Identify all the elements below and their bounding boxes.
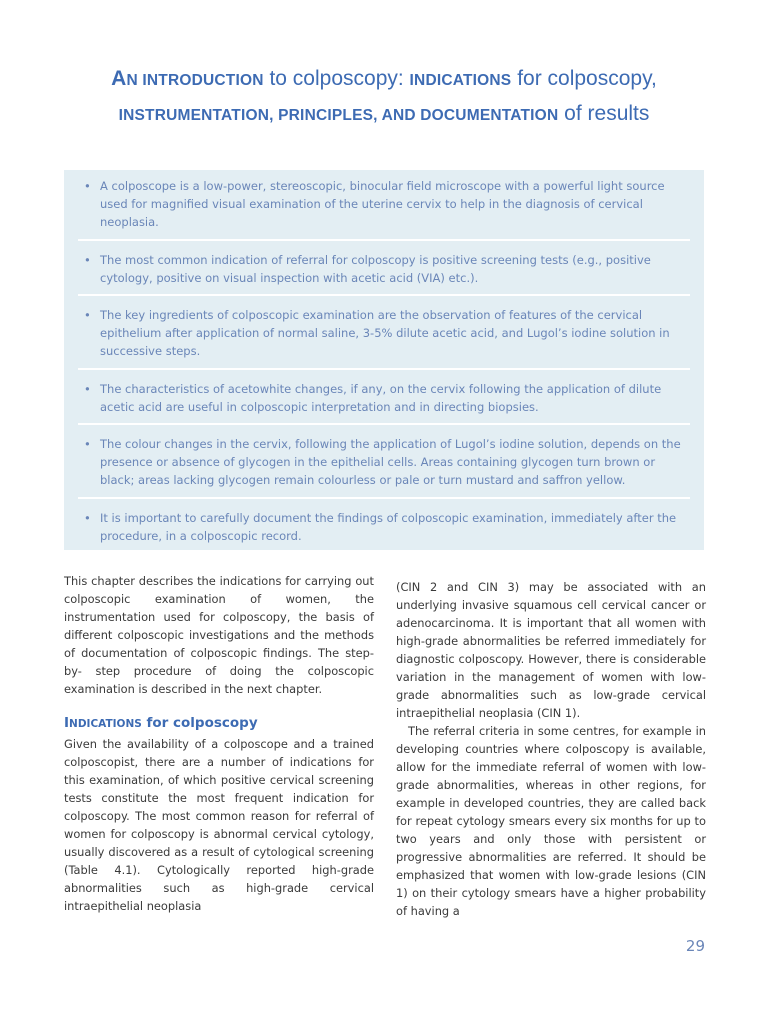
title-smallcaps-1: AN INTRODUCTION bbox=[111, 67, 264, 90]
key-point-item: • The key ingredients of colposcopic examination are the observation of features of the cervical epithelium after application of normal saline, 3-5% dilute acetic acid, and Lugol’s iodine solution in successive steps. bbox=[78, 303, 690, 370]
key-point-item: • The colour changes in the cervix, following the application of Lugol’s iodine solution, depends on the presence or absence of glycogen in the epithelial cells. Areas containing glycogen turn brown or black; areas lacking glycogen remain colourless or pale or turn mustard and saffron yellow. bbox=[78, 432, 690, 499]
body-paragraph-2: The referral criteria in some centres, for example in developing countries where colposcopy is available, allow for the immediate referral of women with low-grade abnormalities, whereas in other regions, for example in developed countries, they are called back for repeat cytology smears every six months for up to two years and only those with persistent or progressive abnormalities are referred. It should be emphasized that women with low-grade lesions (CIN 1) on their cytology smears have a higher probability of having a bbox=[396, 724, 706, 918]
key-point-item: • The characteristics of acetowhite changes, if any, on the cervix following the application of dilute acetic acid are useful in colposcopic interpretation and in directing biopsies. bbox=[78, 377, 690, 425]
key-points-list bbox=[78, 174, 690, 552]
bullet-icon: • bbox=[84, 252, 91, 267]
left-column bbox=[64, 572, 374, 915]
bullet-icon: • bbox=[84, 437, 91, 452]
key-point-item: • A colposcope is a low-power, stereoscopic, binocular field microscope with a powerful light source used for magnified visual examination of the uterine cervix to help in the diagnosis of cervical neoplasia. bbox=[78, 174, 690, 241]
title-text-2: for colposcopy, bbox=[511, 67, 657, 90]
title-text-1: to colposcopy: bbox=[263, 67, 410, 90]
key-points-box bbox=[64, 170, 704, 550]
right-column bbox=[396, 578, 706, 920]
bullet-icon: • bbox=[84, 308, 91, 323]
title-smallcaps-3: INSTRUMENTATION, PRINCIPLES, AND DOCUMENTATION bbox=[118, 107, 559, 124]
indications-paragraph: Given the availability of a colposcope and a trained colposcopist, there are a number of indications for this examination, of which positive cervical screening tests constitute the most frequent indication for colposcopy. The most common reason for referral of women for colposcopy is abnormal cervical cytology, usually discovered as a result of cytological screening (Table 4.1). Cytologically reported high-grade abnormalities such as high-grade cervical intraepithelial neoplasia bbox=[64, 737, 374, 913]
key-point-item: • It is important to carefully document the findings of colposcopic examination, immediately after the procedure, in a colposcopic record. bbox=[84, 510, 677, 543]
bullet-icon: • bbox=[84, 510, 91, 525]
title-smallcaps-2: INDICATIONS bbox=[409, 72, 512, 89]
bullet-icon: • bbox=[84, 381, 91, 396]
key-point-item: • The most common indication of referral for colposcopy is positive screening tests (e.g., positive cytology, positive on visual inspection with acetic acid (VIA) etc.). bbox=[78, 248, 690, 296]
chapter-title bbox=[20, 62, 748, 132]
bullet-icon: • bbox=[84, 179, 91, 193]
body-paragraph-1: (CIN 2 and CIN 3) may be associated with an underlying invasive squamous cell cervical cancer or adenocarcinoma. It is important that all women with high-grade abnormalities be referred immediately for diagnostic colposcopy. However, there is considerable variation in the management of women with low-grade abnormalities such as low-grade cervical intraepithelial neoplasia (CIN 1). bbox=[396, 580, 706, 720]
section-heading-indications: INDICATIONS for colposcopy bbox=[64, 715, 258, 731]
title-text-3: of results bbox=[558, 102, 650, 125]
intro-paragraph: This chapter describes the indications for carrying out colposcopic examination of women, the instrumentation used for colposcopy, the basis of different colposcopic investigations and the methods of documentation of colposcopic findings. The step-by- step procedure of doing the colposcopic examination is described in the next chapter. bbox=[64, 574, 374, 696]
page-number: 29 bbox=[685, 937, 705, 955]
